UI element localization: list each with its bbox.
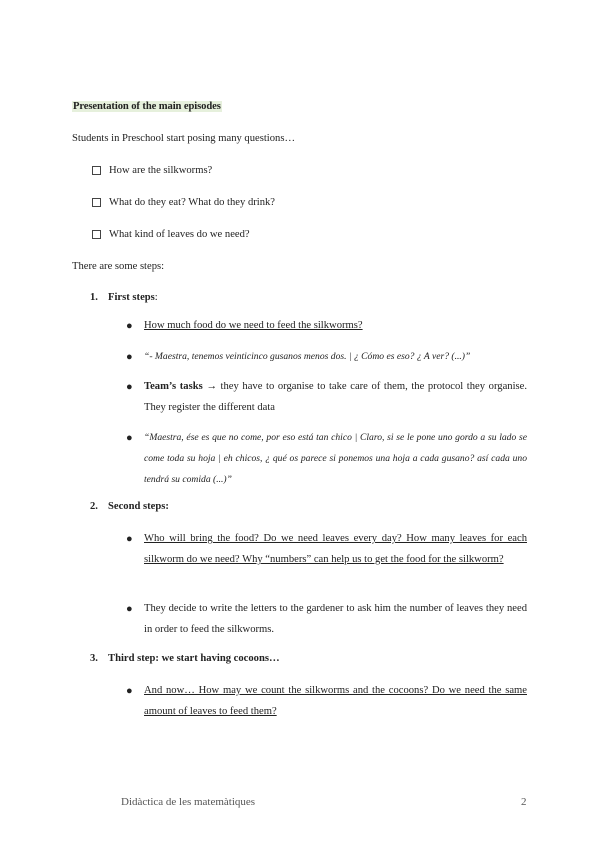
bullet-text: How much food do we need to feed the silkworms? xyxy=(144,320,363,331)
checkbox[interactable] xyxy=(92,230,101,239)
bullet-icon: ● xyxy=(126,351,133,363)
section-heading: Presentation of the main episodes xyxy=(73,101,221,112)
question-item xyxy=(92,229,250,240)
bullet-icon: ● xyxy=(126,320,133,332)
question-item xyxy=(92,165,212,176)
step-title: Third step: we start having cocoons… xyxy=(108,653,280,664)
step-number: 1. xyxy=(90,292,98,303)
bullet-icon: ● xyxy=(126,381,133,393)
bullet-quote: “Maestra, ése es que no come, por eso está tan chico | Claro, si se le pone uno gordo a su lado se come toda su hoja | eh chicos, ¿ qué os parece si ponemos una hoja a cada gusano? así cada uno tendrá su comida (...)” xyxy=(144,432,527,485)
bullet-icon: ● xyxy=(126,685,133,697)
step-number: 2. xyxy=(90,501,98,512)
footer-course: Didàctica de les matemàtiques xyxy=(121,796,256,808)
step-number: 3. xyxy=(90,653,98,664)
bullet-text: They decide to write the letters to the gardener to ask him the number of leaves they need in order to feed the silkworms. xyxy=(144,603,527,635)
bullet-icon: ● xyxy=(126,432,133,444)
bullet-quote: “- Maestra, tenemos veinticinco gusanos menos dos. | ¿ Cómo es eso? ¿ A ver? (...)” xyxy=(144,351,471,362)
step-title xyxy=(108,292,158,303)
intro-text: Students in Preschool start posing many questions… xyxy=(72,133,296,144)
question-text: How are the silkworms? xyxy=(109,165,213,176)
bullet-text: Who will bring the food? Do we need leaves every day? How many leaves for each silkworm do we need? Why “numbers” can help us to get the food for the silkworm? xyxy=(144,533,527,565)
bullet-text xyxy=(144,376,527,418)
question-item xyxy=(92,197,275,208)
bullet-icon: ● xyxy=(126,533,133,545)
bullet-icon: ● xyxy=(126,603,133,615)
question-text: What kind of leaves do we need? xyxy=(109,229,250,240)
team-tasks-text: → they have to organise to take care of them, the protocol they organise. They register the different data xyxy=(144,381,527,413)
step-title-bold: First steps xyxy=(108,292,155,303)
step-title: Second steps: xyxy=(108,501,169,512)
checkbox[interactable] xyxy=(92,198,101,207)
page-number: 2 xyxy=(521,796,527,808)
bullet-text: And now… How may we count the silkworms and the cocoons? Do we need the same amount of leaves to feed them? xyxy=(144,685,527,717)
step-title-suffix: : xyxy=(154,292,158,303)
checkbox[interactable] xyxy=(92,166,101,175)
team-tasks-label: Team’s tasks xyxy=(144,381,203,392)
question-text: What do they eat? What do they drink? xyxy=(109,197,276,208)
steps-intro: There are some steps: xyxy=(72,261,165,272)
